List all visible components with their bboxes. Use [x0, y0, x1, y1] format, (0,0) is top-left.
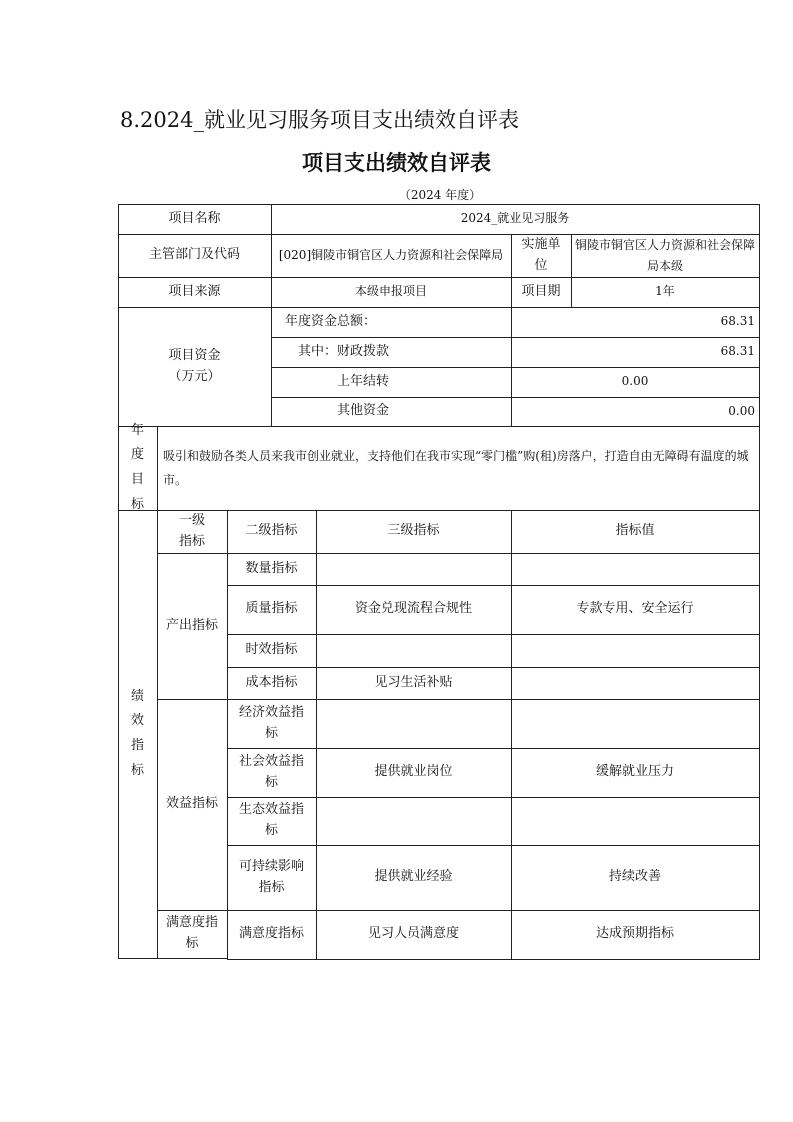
indicator-value-cell: 缓解就业压力: [511, 748, 760, 798]
indicator-value-cell: [511, 667, 760, 700]
level1-output: 产出指标: [157, 553, 228, 700]
indicator-value-cell: [511, 634, 760, 668]
indicator-level2-cell: 质量指标: [227, 585, 317, 635]
indicator-value-cell: 持续改善: [511, 845, 760, 911]
table-heading: 项目支出绩效自评表: [302, 150, 491, 175]
indicator-level2-cell: 满意度指标: [227, 910, 317, 960]
source-label: 项目来源: [118, 277, 272, 308]
header-level1: 一级指标: [157, 510, 228, 554]
level1-benefit: 效益指标: [157, 699, 228, 911]
indicator-level3-cell: 见习生活补贴: [316, 667, 512, 700]
indicator-level3-cell: 见习人员满意度: [316, 910, 512, 960]
indicator-value-cell: 专款专用、安全运行: [511, 585, 760, 635]
goal-label: 年度目标: [131, 422, 145, 512]
funds-other-value: 0.00: [511, 397, 760, 427]
source-value: 本级申报项目: [271, 277, 512, 308]
indicator-level3-cell: [316, 553, 512, 586]
indicator-level3-cell: 资金兑现流程合规性: [316, 585, 512, 635]
indicator-level3-cell: [316, 797, 512, 846]
indicator-level2-cell: 经济效益指标: [227, 699, 317, 749]
funds-label-cell: [118, 307, 272, 427]
funds-label: 项目资金: [168, 347, 221, 363]
indicator-value-cell: [511, 797, 760, 846]
funds-carryover-label: 上年结转: [271, 367, 512, 398]
funds-unit: （万元）: [168, 368, 221, 384]
document-title: 8.2024_就业见习服务项目支出绩效自评表: [120, 108, 519, 132]
perf-label: 绩效指标: [131, 688, 145, 778]
indicator-value-cell: [511, 553, 760, 586]
funds-fiscal-value: 68.31: [511, 337, 760, 368]
perf-label-cell: [118, 510, 158, 959]
indicator-level3-cell: [316, 634, 512, 668]
period-label: 项目期: [511, 277, 572, 308]
indicator-level2-cell: 数量指标: [227, 553, 317, 586]
period-value: 1年: [571, 277, 760, 308]
dept-value: [020]铜陵市铜官区人力资源和社会保障局: [271, 234, 512, 278]
header-level2: 二级指标: [227, 510, 317, 554]
funds-other-label: 其他资金: [271, 397, 512, 427]
indicator-level2-cell: 成本指标: [227, 667, 317, 700]
funds-fiscal-label: 其中：财政拨款: [271, 337, 512, 368]
indicator-level2-cell: 生态效益指标: [227, 797, 317, 846]
level1-satisfaction: 满意度指标: [157, 910, 228, 959]
year-label: （2024 年度）: [398, 188, 482, 202]
header-level3: 三级指标: [316, 510, 512, 554]
indicator-level3-cell: 提供就业经验: [316, 845, 512, 911]
goal-text: 吸引和鼓励各类人员来我市创业就业，支持他们在我市实现“零门槛”购(租)房落户，打造自由无障碍有温度的城市。: [157, 426, 760, 511]
indicator-level3-cell: [316, 699, 512, 749]
project-name-label: 项目名称: [118, 204, 272, 235]
goal-label-cell: [118, 422, 158, 512]
indicator-value-cell: 达成预期指标: [511, 910, 760, 960]
indicator-level2-cell: 可持续影响指标: [227, 845, 317, 911]
indicator-level2-cell: 时效指标: [227, 634, 317, 668]
impl-value: 铜陵市铜官区人力资源和社会保障局本级: [571, 234, 760, 278]
funds-total-label: 年度资金总额：: [271, 307, 512, 338]
funds-total-value: 68.31: [511, 307, 760, 338]
header-value: 指标值: [511, 510, 760, 554]
indicator-value-cell: [511, 699, 760, 749]
impl-label: 实施单位: [511, 234, 572, 278]
project-name-value: 2024_就业见习服务: [271, 204, 760, 235]
dept-label: 主管部门及代码: [118, 234, 272, 278]
funds-carryover-value: 0.00: [511, 367, 760, 398]
indicator-level2-cell: 社会效益指标: [227, 748, 317, 798]
indicator-level3-cell: 提供就业岗位: [316, 748, 512, 798]
